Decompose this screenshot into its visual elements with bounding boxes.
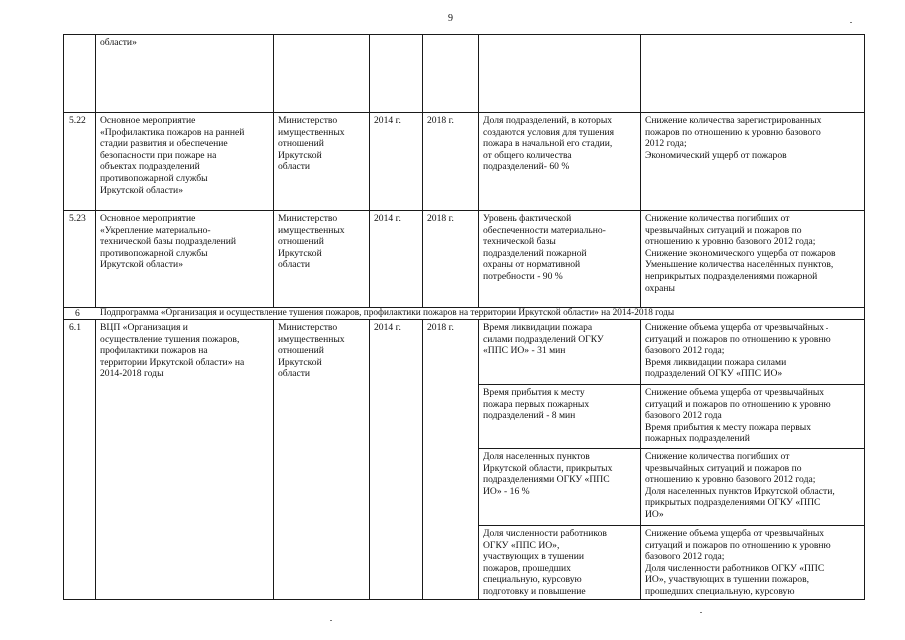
column-divider	[369, 319, 370, 600]
scan-speck	[826, 328, 828, 329]
subrow-divider	[478, 525, 865, 526]
section-number: 6	[75, 308, 80, 319]
scan-speck	[850, 22, 852, 23]
cell-end-year: 2018 г.	[427, 115, 454, 126]
subrow-divider	[478, 384, 865, 385]
cell-start-year: 2014 г.	[374, 115, 401, 126]
cell-row-number: 5.22	[69, 115, 86, 126]
cell-result: Снижение объема ущерба от чрезвычайных ситуаций и пожаров по отношению к уровню базового 2012 года Время прибытия к месту пожара первых пожарных подразделений	[645, 387, 831, 445]
cell-result: Снижение количества зарегистрированных пожаров по отношению к уровню базового 2012 года; Экономический ущерб от пожаров	[645, 115, 822, 161]
row-divider	[63, 210, 865, 211]
table-border-bottom	[63, 599, 865, 600]
cell-name: ВЦП «Организация и осуществление тушения пожаров, профилактики пожаров на территории Иркутской области» на 2014-2018 годы	[100, 322, 245, 380]
cell-executor: Министерство имущественных отношений Иркутской области	[278, 322, 345, 380]
column-divider	[95, 319, 96, 600]
cell-indicator: Уровень фактической обеспеченности материально- технической базы подразделений пожарной охраны от нормативной потребности - 90 %	[483, 213, 606, 282]
column-divider	[422, 319, 423, 600]
cell-row-number: 6.1	[69, 322, 81, 333]
column-divider	[422, 34, 423, 308]
cell-end-year: 2018 г.	[427, 322, 454, 333]
row-divider	[63, 112, 865, 113]
cell-result: Снижение количества погибших от чрезвычайных ситуаций и пожаров по отношению к уровню базового 2012 года; Снижение экономического ущерба от пожаров Уменьшение количества населённых пунктов, неприкрытых подразделениями пожарной охраны	[645, 213, 836, 294]
column-divider	[273, 319, 274, 600]
cell-indicator: Доля населенных пунктов Иркутской области, прикрытых подразделениями ОГКУ «ППС ИО» - 16 %	[483, 451, 613, 497]
cell-name: Основное мероприятие «Укрепление материально- технической базы подразделений противопожарной службы Иркутской области»	[100, 213, 237, 271]
column-divider	[95, 34, 96, 308]
cell-indicator: Время прибытия к месту пожара первых пожарных подразделений - 8 мин	[483, 387, 590, 422]
section-title: Подпрограмма «Организация и осуществление тушения пожаров, профилактики пожаров на территории Иркутской области» на 2014-2018 годы	[100, 308, 675, 318]
cell-indicator: Доля численности работников ОГКУ «ППС ИО», участвующих в тушении пожаров, прошедших специальную, курсовую подготовку и повышение	[483, 528, 607, 597]
cell-indicator: Доля подразделений, в которых создаются условия для тушения пожара в начальной его стадии, от общего количества подразделений- 60 %	[483, 115, 615, 173]
cell-row-number: 5.23	[69, 213, 86, 224]
table-border-right	[864, 34, 865, 600]
column-divider	[640, 34, 641, 308]
column-divider	[478, 319, 479, 600]
cell-indicator: Время ликвидации пожара силами подразделений ОГКУ «ППС ИО» - 31 мин	[483, 322, 604, 357]
cell-start-year: 2014 г.	[374, 213, 401, 224]
cell-result: Снижение объема ущерба от чрезвычайных ситуаций и пожаров по отношению к уровню базового 2012 года; Доля численности работников ОГКУ «ППС ИО», участвующих в тушении пожаров, прошедших специальную, курсовую	[645, 528, 831, 597]
column-divider	[478, 34, 479, 308]
cell-name: области»	[100, 37, 137, 48]
table-border-left	[63, 34, 64, 600]
column-divider	[369, 34, 370, 308]
scan-speck	[700, 612, 702, 613]
page-number: 9	[448, 13, 453, 24]
column-divider	[273, 34, 274, 308]
cell-result: Снижение объема ущерба от чрезвычайных ситуаций и пожаров по отношению к уровню базового 2012 года; Время ликвидации пожара силами подразделений ОГКУ «ППС ИО»	[645, 322, 831, 380]
cell-result: Снижение количества погибших от чрезвычайных ситуаций и пожаров по отношению к уровню базового 2012 года; Доля населенных пунктов Иркутской области, прикрытых подразделениями ОГКУ «ППС ИО»	[645, 451, 835, 520]
scan-speck	[330, 620, 332, 621]
subrow-divider	[478, 448, 865, 449]
cell-end-year: 2018 г.	[427, 213, 454, 224]
cell-executor: Министерство имущественных отношений Иркутской области	[278, 213, 345, 271]
cell-executor: Министерство имущественных отношений Иркутской области	[278, 115, 345, 173]
cell-start-year: 2014 г.	[374, 322, 401, 333]
table-border-top	[63, 34, 865, 35]
cell-name: Основное мероприятие «Профилактика пожаров на ранней стадии развития и обеспечение безопасности при пожаре на объектах подразделений противопожарной службы Иркутской области»	[100, 115, 245, 196]
column-divider	[640, 319, 641, 600]
